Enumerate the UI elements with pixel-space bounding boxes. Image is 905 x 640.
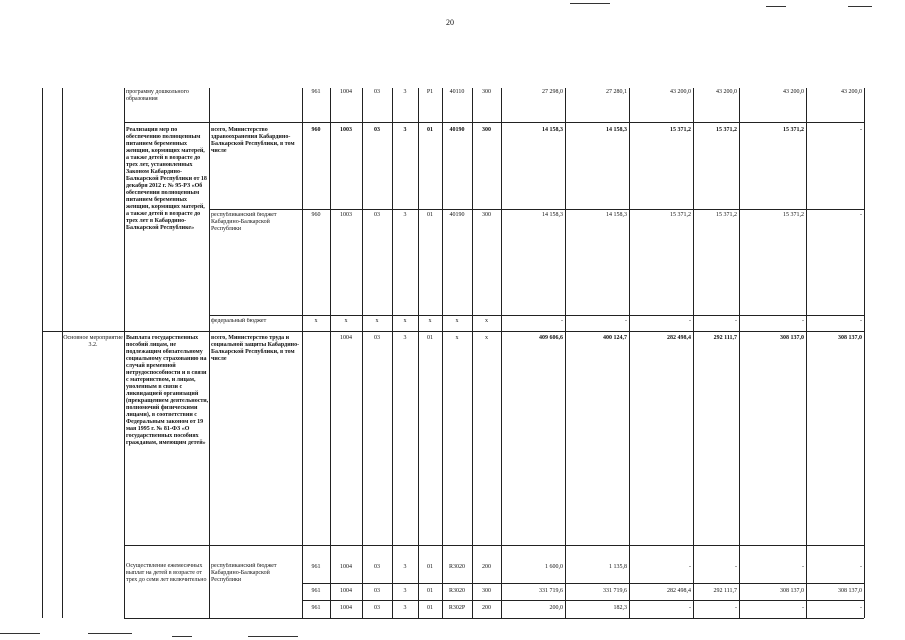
row4c-value-1: 200,0 (549, 605, 563, 611)
row4a-code-event: 01 (427, 564, 433, 570)
table-border (42, 88, 43, 618)
table-border (565, 88, 566, 618)
table-border (362, 88, 363, 618)
row4b-value-5: 308 137,0 (780, 588, 804, 594)
row3-measure: Выплата государственных пособий лицам, не подлежащим обязательному социальному страхованию на случай временной нетрудоспособности и в связи с материнством, и лицам, уволенным в связи с ликвидацией организаций (прекращением деятельности, полномочий физическими лицами), в соответствии с Федеральным законом от 19 мая 1995 г. № 81-ФЗ «О государственных пособиях гражданам, имеющим детей» (126, 335, 209, 446)
scan-mark (0, 633, 40, 634)
row3-value-6: 308 137,0 (838, 335, 862, 341)
row4a-value-4: - (735, 564, 737, 570)
row2b-code-direction: 40190 (449, 212, 465, 218)
row2-source-federal: федеральный бюджет (211, 318, 267, 324)
row4c-code-section: 1004 (340, 605, 352, 611)
row1-code-expense: 300 (482, 89, 491, 95)
row4a-value-5: - (802, 564, 804, 570)
table-border (442, 88, 443, 618)
row4b-code-section: 1004 (340, 588, 352, 594)
row3-value-2: 400 124,7 (603, 335, 627, 341)
row3-source: всего, Министерство труда и социальной защиты Кабардино-Балкарской Республики, в том числе (211, 335, 300, 362)
row2b-value-1: 14 158,3 (542, 212, 563, 218)
row4-source: республиканский бюджет Кабардино-Балкарской Республики (211, 563, 277, 583)
row2a-code-direction: 40190 (449, 127, 465, 133)
row1-code-subprogram: 3 (403, 89, 407, 95)
table-border (864, 88, 865, 618)
row4c-code-direction: R302P (448, 605, 466, 611)
row4c-code-expense: 200 (482, 605, 491, 611)
row2a-value-5: 15 371,2 (783, 127, 804, 133)
row1-value-4: 43 200,0 (716, 89, 737, 95)
row1-value-3: 43 200,0 (670, 89, 691, 95)
table-border (693, 88, 694, 618)
row-separator (124, 618, 864, 619)
row-separator (209, 209, 864, 210)
row1-value-6: 43 200,0 (841, 89, 862, 95)
row2b-value-2: 14 158,3 (606, 212, 627, 218)
row2a-value-2: 14 158,3 (606, 127, 627, 133)
table-border (330, 88, 331, 618)
row2c-code-expense: х (485, 318, 488, 324)
row1-code-program: 03 (374, 89, 380, 95)
row1-value-2: 27 280,1 (606, 89, 627, 95)
table-border (124, 88, 125, 618)
row3-code-direction: х (455, 335, 459, 341)
row4c-code-subprogram: 3 (403, 605, 407, 611)
row2b-code-expense: 300 (482, 212, 491, 218)
row2b-value-6: - (860, 212, 862, 218)
row2c-code-direction: х (455, 318, 459, 324)
row2c-value-3: - (689, 318, 691, 324)
table-border (209, 88, 210, 618)
row4a-code-expense: 200 (482, 564, 491, 570)
row2a-value-3: 15 371,2 (670, 127, 691, 133)
row1-code-section: 1004 (340, 89, 352, 95)
table-border (739, 88, 740, 618)
table-border (392, 88, 393, 618)
row4b-code-expense: 300 (482, 588, 491, 594)
row2b-code-program: 03 (374, 212, 380, 218)
row1-code-admin: 961 (311, 89, 321, 95)
row4b-value-6: 308 137,0 (838, 588, 862, 594)
scan-mark (766, 6, 786, 7)
row3-value-4: 292 111,7 (713, 335, 737, 341)
row3-value-3: 282 498,4 (667, 335, 691, 341)
table-border (418, 88, 419, 618)
row3-code-event: 01 (427, 335, 433, 341)
row1-code-event: Р1 (426, 89, 434, 95)
scan-mark (88, 633, 132, 634)
row1-value-1: 27 298,0 (542, 89, 563, 95)
row4b-value-3: 282 498,4 (667, 588, 691, 594)
row-separator (124, 545, 864, 546)
row2c-code-admin: х (314, 318, 318, 324)
row3-code-expense: х (485, 335, 488, 341)
row-separator (42, 331, 864, 332)
row2b-code-admin: 960 (311, 212, 321, 218)
row4c-code-program: 03 (374, 605, 380, 611)
row2c-value-5: - (802, 318, 804, 324)
row2a-code-event: 01 (427, 127, 433, 133)
row2a-code-admin: 960 (311, 127, 321, 133)
row4b-code-admin: 961 (311, 588, 321, 594)
row4a-code-admin: 961 (311, 564, 321, 570)
row2-source-total: всего, Министерство здравоохранения Кабардино-Балкарской Республики, в том числе (211, 127, 295, 154)
row4c-value-2: 182,3 (613, 605, 627, 611)
row2a-value-1: 14 158,3 (542, 127, 563, 133)
table-border (62, 88, 63, 618)
row2c-code-program: х (375, 318, 379, 324)
row4a-code-program: 03 (374, 564, 380, 570)
row1-code-direction: 40110 (449, 89, 465, 95)
row2c-value-4: - (735, 318, 737, 324)
row4b-code-subprogram: 3 (403, 588, 407, 594)
row2b-value-5: 15 371,2 (783, 212, 804, 218)
row2c-code-subprogram: х (403, 318, 407, 324)
table-border (629, 88, 630, 618)
row4a-value-6: - (860, 564, 862, 570)
page-number: 20 (446, 18, 454, 27)
row3-event: Основное мероприятие 3.2. (63, 335, 123, 348)
row2b-code-section: 1003 (340, 212, 352, 218)
row3-value-5: 308 137,0 (780, 335, 804, 341)
row1-value-5: 43 200,0 (783, 89, 804, 95)
row3-value-1: 409 606,6 (539, 335, 563, 341)
row2b-code-event: 01 (427, 212, 433, 218)
row4b-value-4: 292 111,7 (713, 588, 737, 594)
row2c-value-6: - (860, 318, 862, 324)
row4b-code-event: 01 (427, 588, 433, 594)
row4c-value-5: - (802, 605, 804, 611)
row-separator (124, 122, 864, 123)
row3-code-program: 03 (374, 335, 380, 341)
scan-mark (848, 6, 872, 7)
row2-source-republic: республиканский бюджет Кабардино-Балкарской Республики (211, 212, 277, 232)
row-separator (302, 583, 864, 584)
row4a-code-direction: R3020 (448, 564, 465, 570)
row2c-code-event: х (428, 318, 432, 324)
row4a-code-subprogram: 3 (403, 564, 407, 570)
row4a-value-2: 1 135,8 (609, 564, 627, 570)
row2b-code-subprogram: 3 (403, 212, 407, 218)
row1-measure: программу дошкольного образования (126, 89, 189, 102)
row2a-value-4: 15 371,2 (716, 127, 737, 133)
row2c-code-section: х (344, 318, 348, 324)
row2a-code-subprogram: 3 (403, 127, 407, 133)
row2a-code-expense: 300 (482, 127, 491, 133)
scan-mark (570, 3, 610, 4)
row4b-value-2: 331 719,6 (603, 588, 627, 594)
row4c-code-admin: 961 (311, 605, 321, 611)
table-border (501, 88, 502, 618)
row4c-value-4: - (735, 605, 737, 611)
row2a-value-6: - (860, 127, 862, 133)
row2b-value-4: 15 371,2 (716, 212, 737, 218)
row4a-value-1: 1 600,0 (545, 564, 563, 570)
row4c-value-3: - (689, 605, 691, 611)
row4a-code-section: 1004 (340, 564, 352, 570)
row4c-code-event: 01 (427, 605, 433, 611)
table-border (302, 88, 303, 618)
row-separator (209, 315, 864, 316)
row3-code-subprogram: 3 (403, 335, 407, 341)
row4b-value-1: 331 719,6 (539, 588, 563, 594)
table-border (472, 88, 473, 618)
scan-mark (248, 636, 298, 637)
row2b-value-3: 15 371,2 (670, 212, 691, 218)
row2a-code-section: 1003 (340, 127, 352, 133)
scan-mark (172, 636, 192, 637)
table-border (806, 88, 807, 618)
row3-code-section: 1004 (340, 335, 352, 341)
row2-measure: Реализация мер по обеспечению полноценным питанием беременных женщин, кормящих матерей, а также детей в возрасте до трех лет, установленных Законом Кабардино-Балкарской Республики от 18 декабря 2012 г. № 95-РЗ «Об обеспечении полноценным питанием беременных женщин, кормящих матерей, а также детей в возрасте до трех лет в Кабардино-Балкарской Республике» (126, 127, 207, 231)
row2c-value-2: - (625, 318, 627, 324)
row2a-code-program: 03 (374, 127, 380, 133)
row4b-code-program: 03 (374, 588, 380, 594)
row4b-code-direction: R3020 (448, 588, 465, 594)
row4c-value-6: - (860, 605, 862, 611)
row4a-value-3: - (689, 564, 691, 570)
row4-measure: Осуществление ежемесячных выплат на детей в возрасте от трех до семи лет включительно (126, 563, 207, 583)
row-separator (302, 600, 864, 601)
row2c-value-1: - (561, 318, 563, 324)
